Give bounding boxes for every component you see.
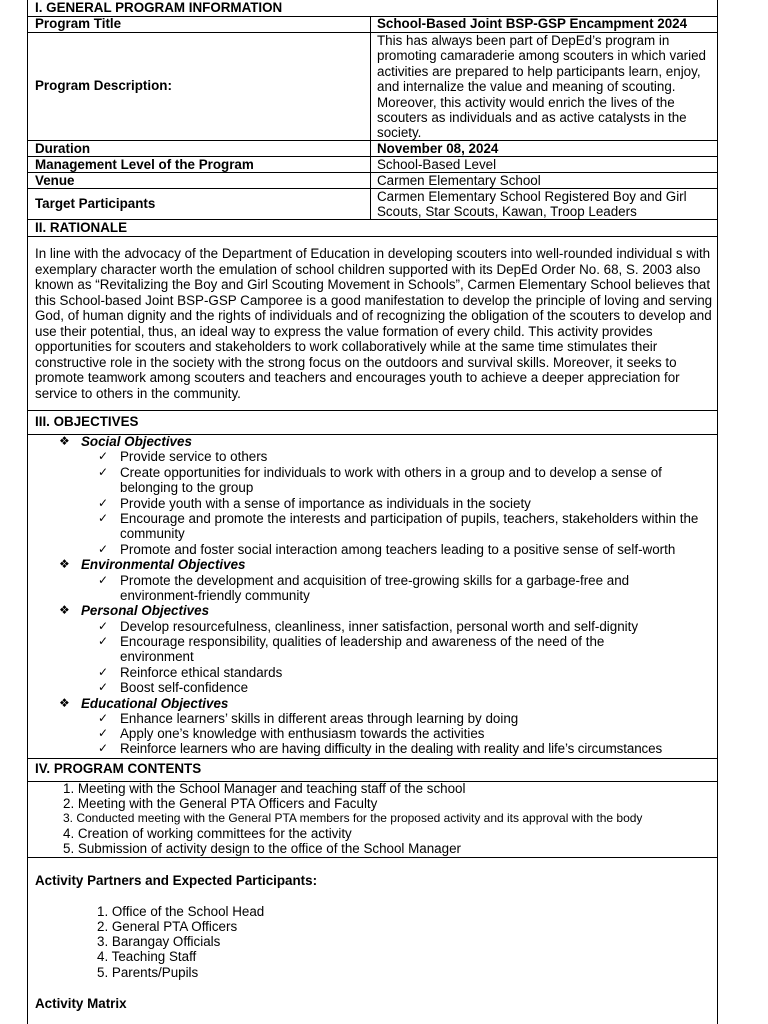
partner-item: 2. General PTA Officers — [97, 919, 238, 934]
objective-item: Boost self-confidence — [120, 680, 249, 695]
partner-item: 5. Parents/Pupils — [97, 965, 199, 980]
partner-item: 4. Teaching Staff — [97, 949, 197, 964]
content-item: 4. Creation of working committees for the activity — [63, 826, 352, 841]
objective-item: Enhance learners’ skills in different areas through learning by doing — [120, 711, 519, 726]
check-icon: ✓ — [98, 573, 109, 587]
rationale-title: II. RATIONALE — [35, 220, 127, 235]
rule — [28, 410, 717, 411]
objective-item: Provide service to others — [120, 449, 268, 464]
content-item: 1. Meeting with the School Manager and teaching staff of the school — [63, 781, 466, 796]
check-icon: ✓ — [98, 726, 109, 740]
objective-group-heading: Personal Objectives — [81, 603, 210, 618]
rule — [28, 758, 717, 759]
objective-item: Provide youth with a sense of importance as individuals in the society — [120, 496, 531, 511]
check-icon: ✓ — [98, 542, 109, 556]
diamond-bullet-icon: ❖ — [59, 603, 70, 617]
rule — [28, 857, 717, 858]
objective-item: Create opportunities for individuals to work with others in a group and to develop a sense of belonging to the group — [120, 465, 662, 496]
program-contents-title: IV. PROGRAM CONTENTS — [35, 761, 202, 776]
diamond-bullet-icon: ❖ — [59, 557, 70, 571]
check-icon: ✓ — [98, 665, 109, 679]
content-item: 2. Meeting with the General PTA Officers and Faculty — [63, 796, 378, 811]
management-level-label: Management Level of the Program — [35, 157, 254, 172]
objectives-title: III. OBJECTIVES — [35, 414, 139, 429]
activity-partners-heading: Activity Partners and Expected Participants: — [35, 873, 318, 888]
check-icon: ✓ — [98, 619, 109, 633]
check-icon: ✓ — [98, 634, 109, 648]
column-divider — [370, 16, 371, 219]
check-icon: ✓ — [98, 680, 109, 694]
program-document — [27, 0, 718, 1024]
diamond-bullet-icon: ❖ — [59, 696, 70, 710]
program-description-value: This has always been part of DepEd’s program in promoting camaraderie among scouters in which varied activities are prepared to help participants learn, enjoy, and internalize the value and meaning of scouting. Moreover, this activity would enrich the lives of the scouters as individuals and as active catalysts in the society. — [377, 33, 706, 141]
objective-item: Develop resourcefulness, cleanliness, inner satisfaction, personal worth and self-dignity — [120, 619, 639, 634]
objective-item: Promote and foster social interaction among teachers leading to a positive sense of self-worth — [120, 542, 676, 557]
check-icon: ✓ — [98, 711, 109, 725]
check-icon: ✓ — [98, 449, 109, 463]
objective-group-heading: Educational Objectives — [81, 696, 229, 711]
program-description-label: Program Description: — [35, 78, 172, 93]
objective-group-heading: Environmental Objectives — [81, 557, 246, 572]
venue-label: Venue — [35, 173, 75, 188]
duration-label: Duration — [35, 141, 91, 156]
venue-value: Carmen Elementary School — [377, 173, 541, 188]
objective-item: Encourage and promote the interests and participation of pupils, teachers, stakeholders within the community — [120, 511, 699, 542]
objective-group-heading: Social Objectives — [81, 434, 192, 449]
program-title-value: School-Based Joint BSP-GSP Encampment 2024 — [377, 16, 688, 31]
duration-value: November 08, 2024 — [377, 141, 499, 156]
check-icon: ✓ — [98, 465, 109, 479]
rationale-paragraph: In line with the advocacy of the Department of Education in developing scouters into well-rounded individual s with exemplary character worth the emulation of school children supported with its DepEd Order No. 68, S. 2003 also known as “Revitalizing the Boy and Girl Scouting Movement in Schools”, Carmen Elementary School believes that this School-based Joint BSP-GSP Camporee is a good manifestation to develop the principle of loving and serving God, of human dignity and the rights of individuals and of recognizing the obligation of the scouters to develop and use their potential, thus, an ideal way to express the value formation of every child. This activity provides opportunities for scouters and stakeholders to work collaboratively while at the same time stimulates their constructive role in the society with the strong focus on the outdoors and survival skills. Moreover, it seeks to promote teamwork among scouters and teachers and encourages youth to achieve a deeper appreciation for service to others in the community. — [35, 246, 713, 401]
diamond-bullet-icon: ❖ — [59, 434, 70, 448]
target-participants-label: Target Participants — [35, 196, 156, 211]
activity-matrix-heading: Activity Matrix — [35, 996, 127, 1011]
check-icon: ✓ — [98, 741, 109, 755]
partner-item: 1. Office of the School Head — [97, 904, 265, 919]
objective-item: Reinforce learners who are having difficulty in the dealing with reality and life’s circumstances — [120, 741, 663, 756]
check-icon: ✓ — [98, 511, 109, 525]
section-general-title: I. GENERAL PROGRAM INFORMATION — [35, 0, 283, 15]
management-level-value: School-Based Level — [377, 157, 497, 172]
program-title-label: Program Title — [35, 16, 122, 31]
partner-item: 3. Barangay Officials — [97, 934, 221, 949]
check-icon: ✓ — [98, 496, 109, 510]
objective-item: Reinforce ethical standards — [120, 665, 283, 680]
objective-item: Apply one’s knowledge with enthusiasm towards the activities — [120, 726, 485, 741]
content-item: 5. Submission of activity design to the office of the School Manager — [63, 841, 461, 856]
objective-item: Encourage responsibility, qualities of leadership and awareness of the need of the environment — [120, 634, 605, 665]
rule — [28, 236, 717, 237]
objective-item: Promote the development and acquisition of tree-growing skills for a garbage-free and environment-friendly community — [120, 573, 630, 604]
content-item: 3. Conducted meeting with the General PTA members for the proposed activity and its approval with the body — [63, 811, 643, 825]
target-participants-value: Carmen Elementary School Registered Boy and Girl Scouts, Star Scouts, Kawan, Troop Leaders — [377, 189, 687, 220]
